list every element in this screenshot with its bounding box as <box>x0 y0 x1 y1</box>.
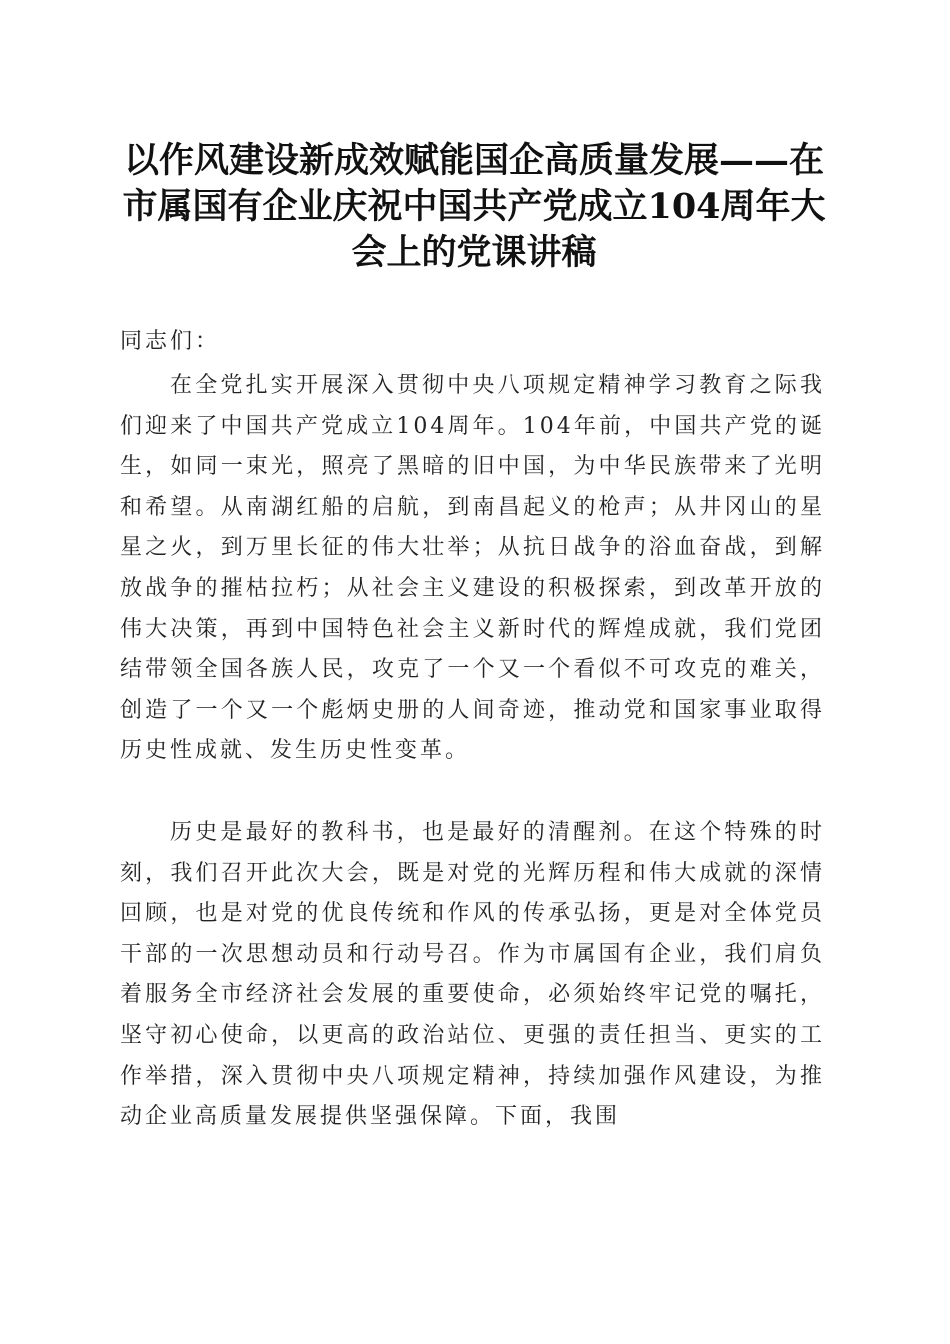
document-title: 以作风建设新成效赋能国企高质量发展——在市属国有企业庆祝中国共产党成立104周年大会上的党课讲稿 <box>122 140 826 273</box>
paragraph-1: 在全党扎实开展深入贯彻中央八项规定精神学习教育之际我们迎来了中国共产党成立104周年。104年前，中国共产党的诞生，如同一束光，照亮了黑暗的旧中国，为中华民族带来了光明和希望。从南湖红船的启航，到南昌起义的枪声；从井冈山的星星之火，到万里长征的伟大壮举；从抗日战争的浴血奋战，到解放战争的摧枯拉朽；从社会主义建设的积极探索，到改革开放的伟大决策，再到中国特色社会主义新时代的辉煌成就，我们党团结带领全国各族人民，攻克了一个又一个看似不可攻克的难关，创造了一个又一个彪炳史册的人间奇迹，推动党和国家事业取得历史性成就、发生历史性变革。 <box>120 373 825 764</box>
paragraph-2: 历史是最好的教科书，也是最好的清醒剂。在这个特殊的时刻，我们召开此次大会，既是对党的光辉历程和伟大成就的深情回顾，也是对党的优良传统和作风的传承弘扬，更是对全体党员干部的一次思想动员和行动号召。作为市属国有企业，我们肩负着服务全市经济社会发展的重要使命，必须始终牢记党的嘱托，坚守初心使命，以更高的政治站位、更强的责任担当、更实的工作举措，深入贯彻中央八项规定精神，持续加强作风建设，为推动企业高质量发展提供坚强保障。下面，我围 <box>120 820 825 1130</box>
greeting: 同志们： <box>120 329 221 354</box>
